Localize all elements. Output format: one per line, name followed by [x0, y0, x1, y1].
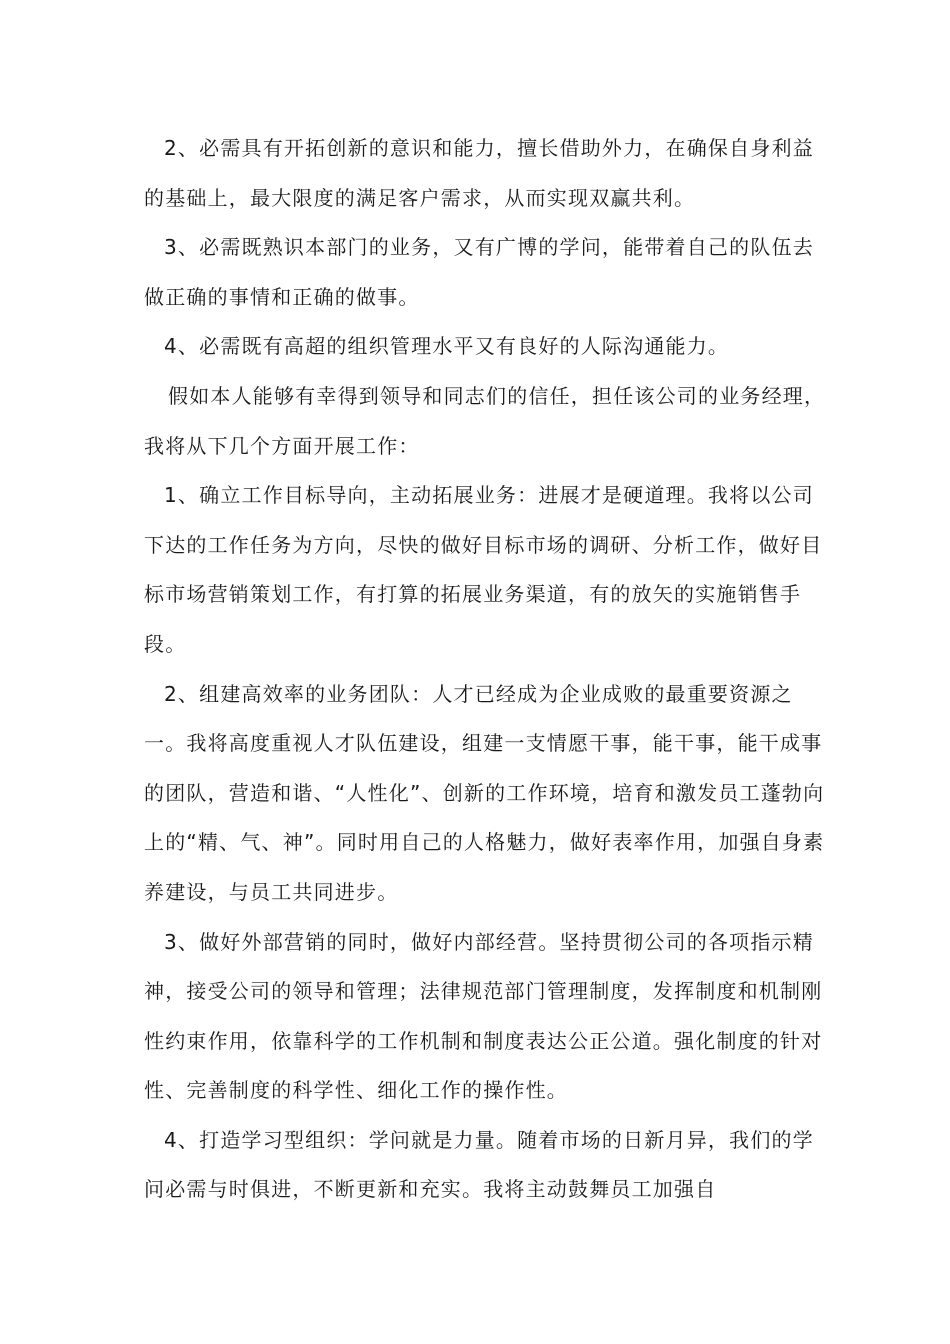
paragraph-2: 3、必需既熟识本部门的业务，又有广博的学问，能带着自己的队伍去做正确的事情和正确的做事。 [144, 235, 814, 309]
paragraph-7: 3、做好外部营销的同时，做好内部经营。坚持贯彻公司的各项指示精神，接受公司的领导和管理；法律规范部门管理制度，发挥制度和机制刚性约束作用，依靠科学的工作机制和制度表达公正公道。强化制度的针对性、完善制度的科学性、细化工作的操作性。 [144, 929, 823, 1103]
paragraph-3: 4、必需既有高超的组织管理水平又有良好的人际沟通能力。 [164, 334, 730, 359]
paragraph-1: 2、必需具有开拓创新的意识和能力，擅长借助外力，在确保自身利益的基础上，最大限度的满足客户需求，从而实现双赢共利。 [144, 136, 814, 210]
paragraph-8: 4、打造学习型组织：学问就是力量。随着市场的日新月异，我们的学问必需与时俱进，不断更新和充实。我将主动鼓舞员工加强自 [144, 1127, 814, 1202]
paragraph-4: 假如本人能够有幸得到领导和同志们的信任，担任该公司的业务经理，我将从下几个方面开展工作： [144, 383, 826, 458]
document-body [144, 124, 834, 1215]
paragraph-6: 2、组建高效率的业务团队：人才已经成为企业成败的最重要资源之一。我将高度重视人才队伍建设，组建一支情愿干事，能干事，能干成事的团队，营造和谐、“人性化”、创新的工作环境，培育和激发员工蓬勃向上的“精、气、神”。同时用自己的人格魅力，做好表率作用，加强自身素养建设，与员工共同进步。 [144, 681, 825, 904]
paragraph-5: 1、确立工作目标导向，主动拓展业务：进展才是硬道理。我将以公司下达的工作任务为方向，尽快的做好目标市场的调研、分析工作，做好目标市场营销策划工作，有打算的拓展业务渠道，有的放矢的实施销售手段。 [144, 483, 823, 656]
